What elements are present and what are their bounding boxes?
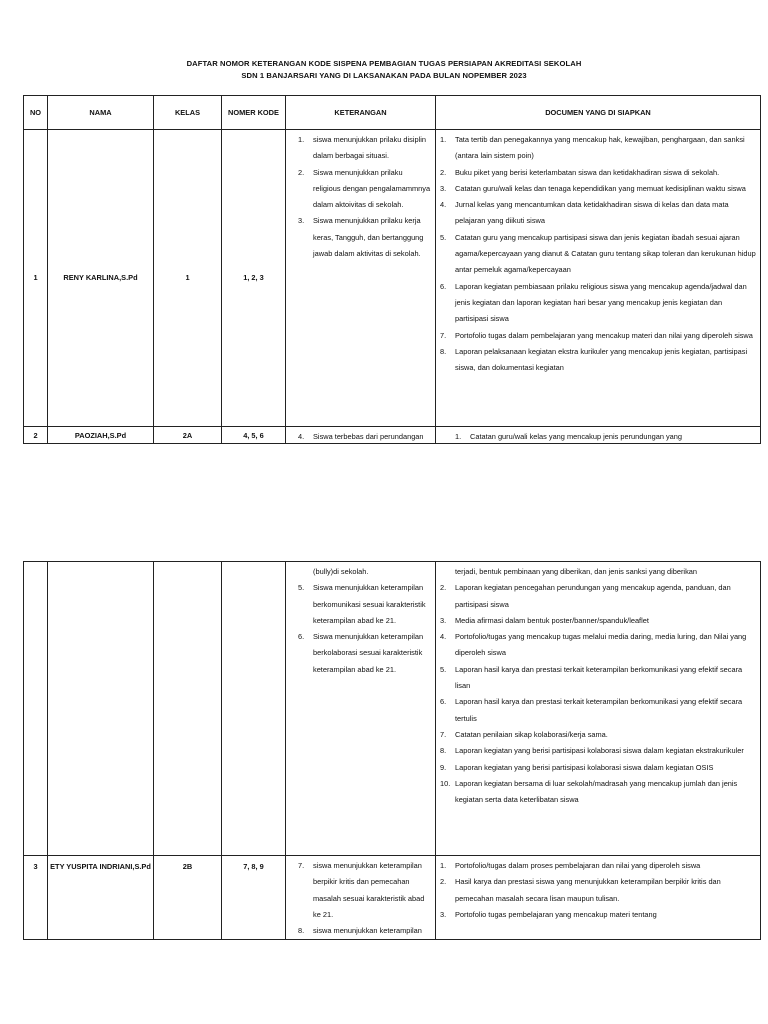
code-numbers [222,562,286,856]
row-number: 2 [24,427,48,444]
dokumen-cell [436,856,761,940]
page-1-table-block [23,95,760,444]
table-row [24,130,761,427]
list-item: 10. Laporan kegiatan bersama di luar sekolah/madrasah yang mencakup jumlah dan jenis kegiatan serta data keterlibatan siswa [440,778,738,805]
list-item: 4. Portofolio/tugas yang mencakup tugas melalui media daring, media luring, dan Nilai yang diperoleh siswa [440,632,747,658]
list-item: 2. Buku piket yang berisi keterlambatan siswa dan ketidakhadiran siswa di sekolah. [440,167,720,177]
col-header-kode: NOMER KODE [222,96,286,130]
class-value: 2A [154,427,222,444]
assignment-table-page-1 [23,95,761,444]
code-numbers: 7, 8, 9 [222,856,286,940]
keterangan-cell [286,856,436,940]
list-item: 5. Siswa menunjukkan keterampilan berkomunikasi sesuai karakteristik keterampilan abad ke 21. [298,583,426,625]
list-item: 6. Siswa menunjukkan keterampilan berkolaborasi sesuai karakteristik keterampilan abad ke 21. [298,632,424,674]
keterangan-list [298,132,431,262]
teacher-name [48,562,154,856]
dokumen-cell [436,130,761,427]
list-item: 1. siswa menunjukkan prilaku disiplin dalam berbagai situasi. [298,135,426,161]
list-item: 6. Laporan hasil karya dan prestasi terkait keterampilan berkomunikasi yang efektif secara tertulis [440,697,743,723]
assignment-table-page-2 [23,561,761,940]
list-item: 1. Tata tertib dan penegakannya yang mencakup hak, kewajiban, penghargaan, dan sanksi (antara lain sistem poin) [440,135,745,161]
class-value [154,562,222,856]
keterangan-cell [286,562,436,856]
code-numbers: 1, 2, 3 [222,130,286,427]
list-item: 2. Laporan kegiatan pencegahan perundungan yang mencakup agenda, panduan, dan partisipasi siswa [440,583,731,609]
list-item: 5. Laporan hasil karya dan prestasi terkait keterampilan berkomunikasi yang efektif secara lisan [440,664,743,691]
dokumen-cell [436,427,761,444]
document-title-line-2: SDN 1 BANJARSARI YANG DI LAKSANAKAN PADA BULAN NOPEMBER 2023 [241,71,527,80]
list-item: 3. Catatan guru/wali kelas dan tenaga kependidikan yang memuat kedisiplinan waktu siswa [440,183,746,193]
list-item: 7. Catatan penilaian sikap kolaborasi/kerja sama. [440,729,608,739]
col-header-dokumen: DOCUMEN YANG DI SIAPKAN [436,96,761,130]
row-number: 3 [24,856,48,940]
dokumen-list [440,580,756,808]
dokumen-list [440,858,756,923]
col-header-nama: NAMA [48,96,154,130]
list-item: 1. Catatan guru/wali kelas yang mencakup jenis perundungan yang [455,432,683,441]
col-header-kelas: KELAS [154,96,222,130]
table-row [24,856,761,940]
list-item: 4. Siswa terbebas dari perundangan [298,432,424,441]
list-item: 4. Jurnal kelas yang mencantumkan data ketidakhadiran siswa di kelas dan data mata pelajaran yang diikuti siswa [440,200,729,226]
list-item: 6. Laporan kegiatan pembiasaan prilaku religious siswa yang mencakup agenda/jadwal dan jenis kegiatan dan laporan kegiatan hari besar yang mencakup jenis kegiatan dan partisipasi siswa [440,281,747,324]
page-2-table-block [23,561,760,940]
list-item: 8. Laporan kegiatan yang berisi partisipasi kolaborasi siswa dalam kegiatan ekstrakurikuler [440,746,744,756]
table-row [24,427,761,444]
teacher-name: RENY KARLINA,S.Pd [48,130,154,427]
table-header-row [24,96,761,130]
col-header-keterangan: KETERANGAN [286,96,436,130]
keterangan-cell [286,130,436,427]
dokumen-cell [436,562,761,856]
keterangan-cell [286,427,436,444]
keterangan-list [298,858,431,939]
list-item: 7. Portofolio tugas dalam pembelajaran yang mencakup materi dan nilai yang diperoleh siswa [440,330,753,340]
teacher-name: PAOZIAH,S.Pd [48,427,154,444]
list-item-continued: terjadi, bentuk pembinaan yang diberikan, dan jenis sanksi yang diberikan [455,567,697,576]
list-item-continued: (bully)di sekolah. [313,567,369,576]
list-item: 9. Laporan kegiatan yang berisi partisipasi kolaborasi siswa dalam kegiatan OSIS [440,762,714,772]
list-item: 2. Hasil karya dan prestasi siswa yang menunjukkan keterampilan berpikir kritis dan pemecahan masalah secara lisan maupun tulisan. [440,877,721,903]
code-numbers: 4, 5, 6 [222,427,286,444]
list-item: 8. siswa menunjukkan keterampilan [298,926,422,936]
row-number: 1 [24,130,48,427]
document-title-line-1: DAFTAR NOMOR KETERANGAN KODE SISPENA PEMBAGIAN TUGAS PERSIAPAN AKREDITASI SEKOLAH [186,59,582,68]
list-item: 8. Laporan pelaksanaan kegiatan ekstra kurikuler yang mencakup jenis kegiatan, partisipasi siswa, dan dokumentasi kegiatan [440,346,748,373]
list-item: 3. Media afirmasi dalam bentuk poster/banner/spanduk/leaflet [440,615,649,625]
row-number [24,562,48,856]
list-item: 5. Catatan guru yang mencakup partisipasi siswa dan jenis kegiatan ibadah sesuai ajaran agama/kepercayaan yang dianut & Catatan guru tentang sikap toleran dan kerukunan hidup antar pemeluk agama/kepercayaan [440,232,756,275]
col-header-no: NO [24,96,48,130]
teacher-name: ETY YUSPITA INDRIANI,S.Pd [48,856,154,940]
table-row-continued [24,562,761,856]
list-item: 2. Siswa menunjukkan prilaku religious dengan pengalamammnya dalam aktoivitas di sekolah. [298,167,431,210]
keterangan-list [298,580,431,678]
dokumen-list [440,132,756,376]
list-item: 3. Portofolio tugas pembelajaran yang mencakup materi tentang [440,909,657,919]
class-value: 2B [154,856,222,940]
list-item: 7. siswa menunjukkan keterampilan berpikir kritis dan pemecahan masalah sesuai karakteristik abad ke 21. [298,861,425,919]
class-value: 1 [154,130,222,427]
list-item: 1. Portofolio/tugas dalam proses pembelajaran dan nilai yang diperoleh siswa [440,861,701,870]
list-item: 3. Siswa menunjukkan prilaku kerja keras, Tangguh, dan bertanggung jawab dalam aktivitas di sekolah. [298,216,424,259]
